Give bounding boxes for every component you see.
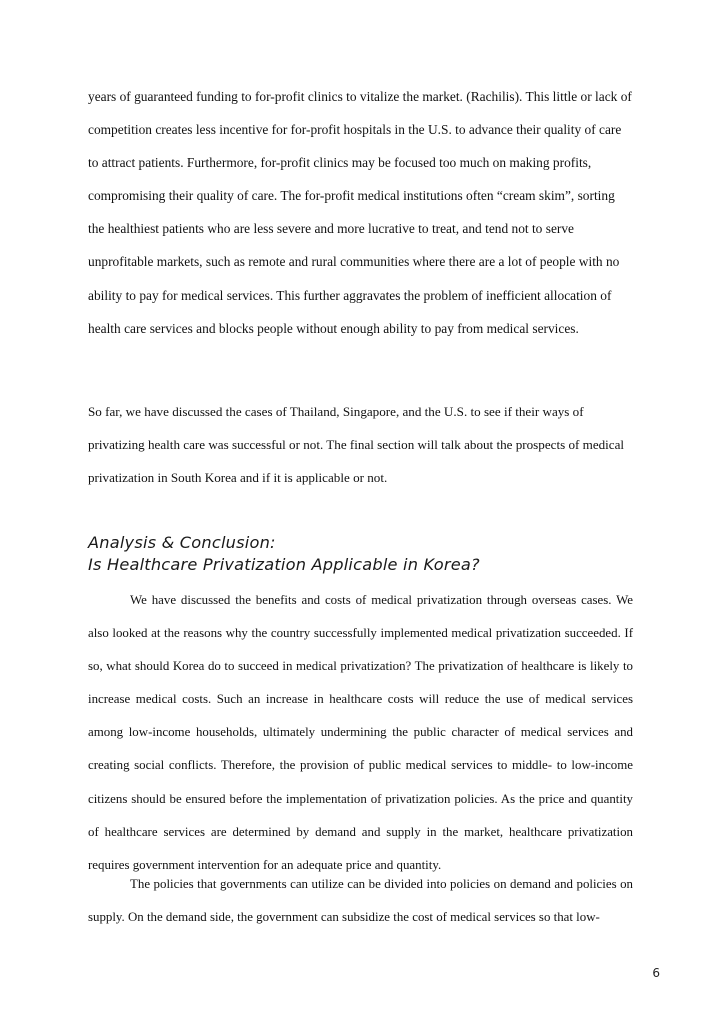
body-paragraph: years of guaranteed funding to for-profit clinics to vitalize the market. (Rachilis). This little or lack of competition creates less incentive for for-profit hospitals in the U.S. to advance their quality of care to attract patients. Furthermore, for-profit clinics may be focused too much on making profits, compromising their quality of care. The for-profit medical institutions often “cream skim”, sorting the healthiest patients who are less severe and more lucrative to treat, and tend not to serve unprofitable markets, such as remote and rural communities where there are a lot of people with no ability to pay for medical services. This further aggravates the problem of inefficient allocation of health care services and blocks people without enough ability to pay from medical services. xyxy=(88,89,632,336)
body-paragraph: The policies that governments can utilize can be divided into policies on demand and policies on supply. On the demand side, the government can subsidize the cost of medical services so that low- xyxy=(88,877,633,925)
section-heading xyxy=(88,532,480,576)
section-heading-line-2: Is Healthcare Privatization Applicable in Korea? xyxy=(88,555,480,574)
section-heading-line-1: Analysis & Conclusion: xyxy=(88,533,276,552)
page-number: 6 xyxy=(652,966,660,980)
body-paragraph: So far, we have discussed the cases of Thailand, Singapore, and the U.S. to see if their ways of privatizing health care was successful or not. The final section will talk about the prospects of medical privatization in South Korea and if it is applicable or not. xyxy=(88,404,625,486)
body-paragraph: We have discussed the benefits and costs of medical privatization through overseas cases. We also looked at the reasons why the country successfully implemented medical privatization succeeded. If so, what should Korea do to succeed in medical privatization? The privatization of healthcare is likely to increase medical costs. Such an increase in healthcare costs will reduce the use of medical services among low-income households, ultimately undermining the public character of medical services and creating social conflicts. Therefore, the provision of public medical services to middle- to low-income citizens should be ensured before the implementation of privatization policies. As the price and quantity of healthcare services are determined by demand and supply in the market, healthcare privatization requires government intervention for an adequate price and quantity. xyxy=(88,593,633,872)
